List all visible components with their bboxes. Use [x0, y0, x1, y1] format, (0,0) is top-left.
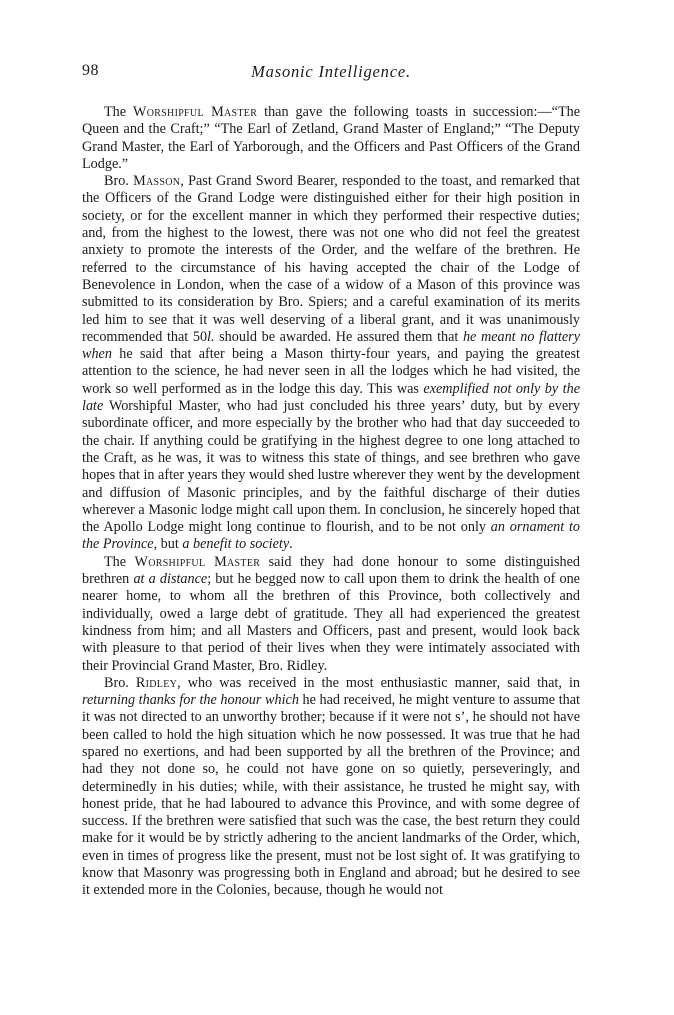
text-run: he had received, he might venture to assume that it was not directed to an unworthy brother; because if it were not s’, he should not have been called to hold the high situation which he now possessed. It was true that he had spared no exertions, and had been supported by all the brethren of the Province; and had they not done so, he could not have gone on so quietly, perseveringly, and determinedly in his duties; while, with their assistance, he trusted he might say, with honest pride, that he had laboured to advance this Province, and with some degree of success. If the brethren were satisfied that such was the case, the best return they could make for it would be by strictly adhering to the ancient landmarks of the Order, which, even in times of progress like the present, must not be lost sight of. It was gratifying to know that Masonry was progressing both in England and abroad; but he desired to see it extended more in the Colonies, because, though he would not: [82, 692, 580, 899]
italic-text-run: at a distance: [133, 571, 208, 588]
page-number: 98: [82, 62, 99, 79]
text-run: The: [104, 553, 135, 570]
text-run: , but: [153, 536, 183, 553]
text-run: he said that after being a Mason thirty-four years, and paying the greatest attention to the science, he had never seen in all the lodges which he had visited, the work so well performed as in the lodge this day. This was: [82, 346, 580, 397]
text-run: , Past Grand Sword Bearer, responded to the toast, and remarked that the Officers of the Grand Lodge were distinguished either for their high position in society, or for the excellent manner in which they performed their respective duties; and, from the highest to the lowest, there was not one who did not feel the greatest anxiety to promote the interests of the Order, and the welfare of the brethren. He referred to the circumstance of his having accepted the chair of the Lodge of Benevolence in London, when the case of a widow of a Mason of this province was submitted to its consideration by Bro. Spiers; and a careful examination of its merits led him to see that it was well deserving of a liberal grant, and it was unanimously recommended that 50: [82, 173, 580, 345]
text-run: than gave the following toasts in succession:—“The Queen and the Craft;” “The Earl of Zetland, Grand Master of England;” “The Deputy Grand Master, the Earl of Yarborough, and the Officers and Past Officers of the Grand Lodge.”: [82, 104, 580, 172]
text-run: .: [289, 536, 293, 553]
italic-text-run: exemplified not only by the late: [82, 380, 580, 415]
italic-text-run: a benefit to society: [182, 536, 290, 553]
italic-text-run: an ornament to the Province: [82, 519, 580, 553]
paragraph-worshipful-master-toasts: [82, 104, 580, 173]
small-caps-name: Worshipful Master: [133, 104, 258, 120]
text-run: Bro.: [104, 674, 136, 691]
body-text: [82, 104, 580, 900]
running-head: Masonic Intelligence.: [251, 62, 411, 81]
text-run: The: [104, 104, 133, 120]
text-run: ; but he begged now to call upon them to drink the health of one nearer home, to whom all the brethren of this Province, both collectively and individually, owed a large debt of gratitude. They all had experienced the greatest kindness from him; and all Masters and Officers, past and present, would look back with pleasure to that period of their lives when they were intimately associated with their Provincial Grand Master, Bro. Ridley.: [82, 571, 580, 674]
text-run: should be awarded. He assured them that: [214, 328, 463, 345]
text-run: , who was received in the most enthusiastic manner, said that, in: [177, 674, 581, 691]
small-caps-name: Ridley: [135, 674, 178, 691]
paragraph-bro-ridley-response: [82, 675, 580, 900]
paragraph-bro-masson-response: [82, 173, 580, 554]
text-run: said they had done honour to some distinguished brethren: [82, 553, 580, 588]
text-run: Worshipful Master, who had just concluded his three years’ duty, but by every subordinate officer, and more especially by the brother who had that day succeeded to the chair. If anything could be gratifying in the highest degree to one long attached to the Craft, as he was, it was to witness this state of things, and see brethren who gave hopes that in after years they would shed lustre wherever they went by the development and diffusion of Masonic principles, and by the faithful discharge of their duties wherever a Masonic lodge might call upon them. In conclusion, he sincerely hoped that the Apollo Lodge might long continue to flourish, and to be not only: [82, 398, 580, 536]
page-header: [82, 62, 580, 84]
text-run: Bro.: [104, 173, 134, 190]
italic-text-run: returning thanks for the honour which: [82, 692, 299, 709]
small-caps-name: Worshipful Master: [134, 553, 261, 570]
paragraph-worshipful-master-health: [82, 554, 580, 675]
small-caps-name: Masson: [133, 173, 181, 190]
italic-text-run: l.: [207, 328, 215, 345]
italic-text-run: he meant no flattery when: [82, 328, 580, 363]
